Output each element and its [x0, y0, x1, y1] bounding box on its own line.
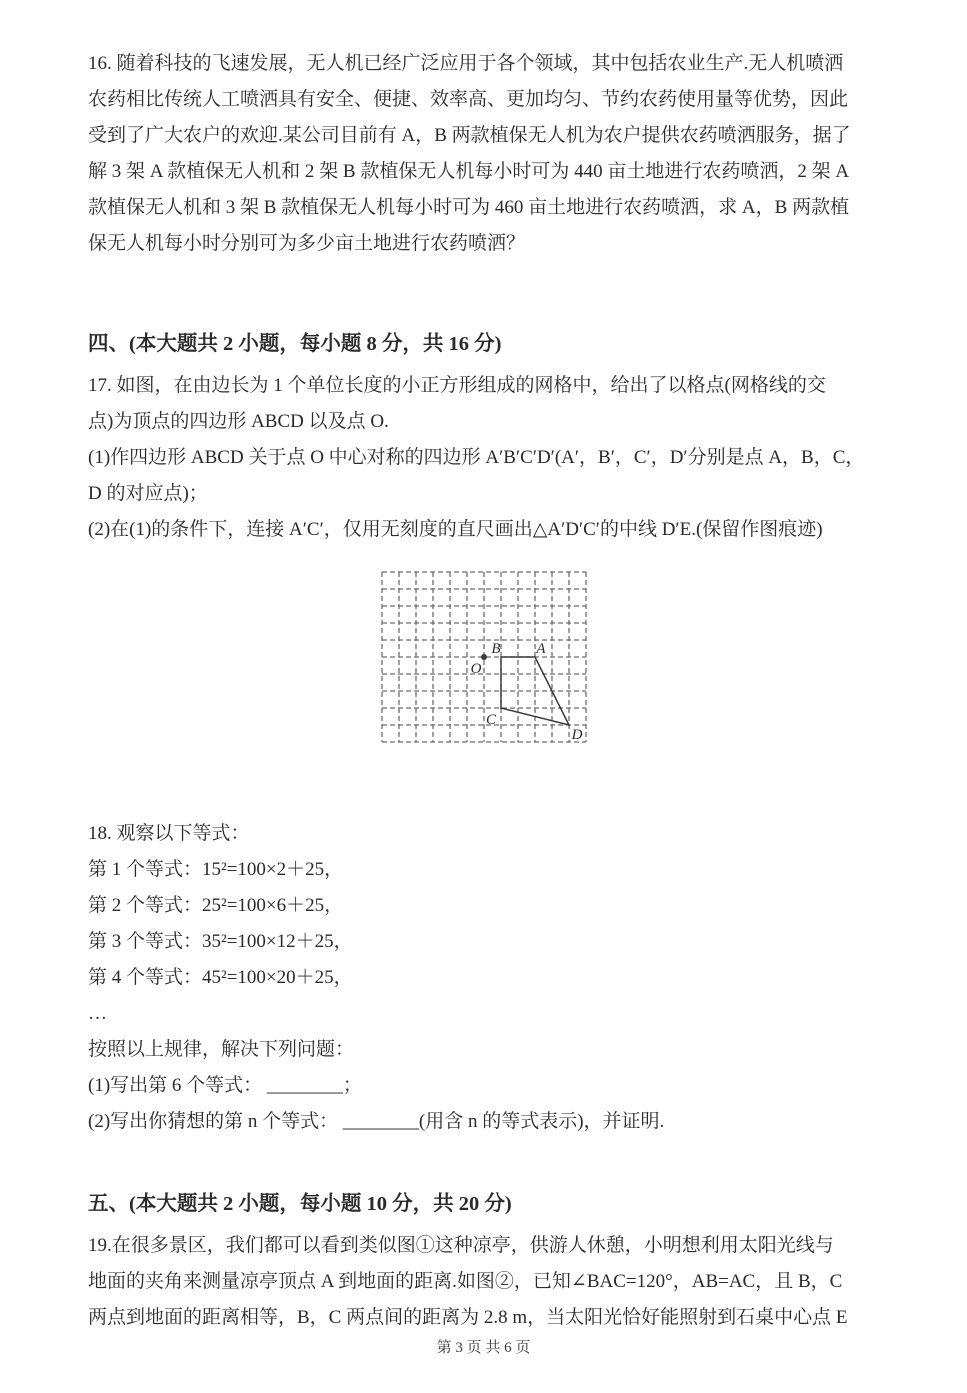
section-5-heading: 五、(本大题共 2 小题，每小题 10 分，共 20 分): [88, 1193, 512, 1215]
q18-equation-2: 第 2 个等式：25²=100×6＋25，: [88, 895, 344, 916]
svg-text:O: O: [470, 661, 482, 677]
question-17: [88, 368, 880, 758]
svg-text:A: A: [536, 641, 546, 657]
svg-text:B: B: [491, 641, 501, 657]
q17-part1-line-1: (1)作四边形 ABCD 关于点 O 中心对称的四边形 A′B′C′D′(A′，B′，C′，D′分别是点 A，B，C，: [88, 447, 865, 468]
q18-equation-1: 第 1 个等式：15²=100×2＋25，: [88, 859, 344, 880]
q16-line-1: 16. 随着科技的飞速发展，无人机已经广泛应用于各个领域，其中包括农业生产.无人机喷洒: [88, 53, 844, 74]
q16-line-5: 款植保无人机和 3 架 B 款植保无人机每小时可为 460 亩土地进行农药喷洒，求 A，B 两款植: [88, 197, 850, 218]
q19-line-2: 地面的夹角来测量凉亭顶点 A 到地面的距离.如图②，已知∠BAC=120°，AB=AC，且 B，C: [88, 1271, 843, 1292]
q17-part1-line-2: D 的对应点)；: [88, 483, 208, 504]
question-18: [88, 816, 880, 1140]
page-footer: 第 3 页 共 6 页: [436, 1340, 531, 1356]
svg-text:D: D: [571, 727, 583, 743]
q19-line-3: 两点到地面的距离相等，B，C 两点间的距离为 2.8 m，当太阳光恰好能照射到石桌中心点 E: [88, 1307, 848, 1328]
q17-grid-figure: [88, 558, 880, 758]
q16-line-3: 受到了广大农户的欢迎.某公司目前有 A，B 两款植保无人机为农户提供农药喷洒服务，据了: [88, 125, 851, 146]
q18-title: 18. 观察以下等式：: [88, 823, 250, 844]
q16-line-2: 农药相比传统人工喷洒具有安全、便捷、效率高、更加均匀、节约农药使用量等优势，因此: [88, 89, 849, 110]
svg-text:C: C: [485, 712, 497, 728]
q16-line-4: 解 3 架 A 款植保无人机和 2 架 B 款植保无人机每小时可为 440 亩土地进行农药喷洒，2 架 A: [88, 161, 850, 182]
q17-line-2: 点)为顶点的四边形 ABCD 以及点 O.: [88, 411, 389, 432]
q18-equation-3: 第 3 个等式：35²=100×12＋25，: [88, 931, 353, 952]
q16-line-6: 保无人机每小时分别可为多少亩土地进行农药喷洒？: [88, 233, 526, 254]
q17-part2-line: (2)在(1)的条件下，连接 A′C′，仅用无刻度的直尺画出△A′D′C′的中线 D′E.(保留作图痕迹): [88, 519, 823, 540]
q18-followup: 按照以上规律，解决下列问题：: [88, 1039, 355, 1060]
q17-line-1: 17. 如图，在由边长为 1 个单位长度的小正方形组成的网格中，给出了以格点(网格线的交: [88, 375, 826, 396]
section-4-heading: 四、(本大题共 2 小题，每小题 8 分，共 16 分): [88, 333, 502, 355]
q18-part-2: (2)写出你猜想的第 n 个等式： ________(用含 n 的等式表示)，并证明.: [88, 1111, 665, 1132]
q18-ellipsis: …: [88, 1003, 107, 1024]
q18-part-1: (1)写出第 6 个等式： ________；: [88, 1075, 362, 1096]
q18-equation-4: 第 4 个等式：45²=100×20＋25，: [88, 967, 353, 988]
grid-figure-svg: [368, 558, 600, 756]
question-19: [88, 1228, 880, 1336]
q19-line-1: 19.在很多景区，我们都可以看到类似图①这种凉亭，供游人休憩，小明想利用太阳光线与: [88, 1235, 834, 1256]
question-16: [88, 46, 880, 262]
